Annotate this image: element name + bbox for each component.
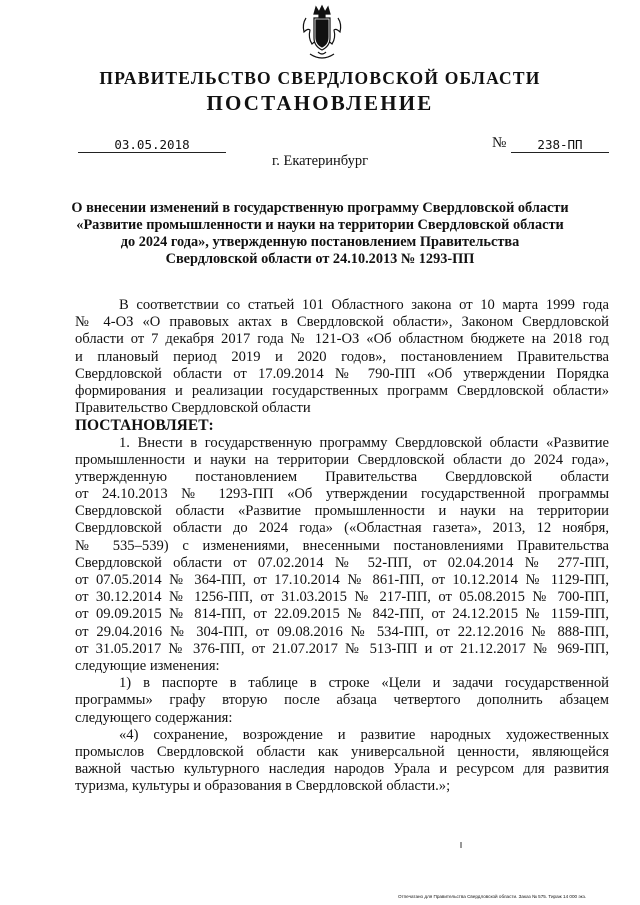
item1-line: от 07.05.2014 № 364-ПП, от 17.10.2014 № 861-ПП, от 10.12.2014 № 1129-ПП, xyxy=(75,572,609,588)
document-title xyxy=(60,200,580,268)
item1-line: следующие изменения: xyxy=(75,657,220,674)
document-type: ПОСТАНОВЛЕНИЕ xyxy=(206,91,434,115)
preamble-line: и плановый период 2019 и 2020 годов», постановлением Правительства xyxy=(75,348,609,365)
preamble-line: Свердловской области от 17.09.2014 № 790-ПП «Об утверждении Порядка xyxy=(75,365,609,382)
item1-line: промышленности и науки на территории Свердловской области до 2024 года», xyxy=(75,451,609,468)
preamble-line: Правительство Свердловской области xyxy=(75,400,311,417)
title-line: до 2024 года», утвержденную постановлением Правительства xyxy=(120,234,520,250)
document-body xyxy=(75,297,609,795)
title-line: О внесении изменений в государственную программу Свердловской области xyxy=(71,200,569,216)
title-line: «Развитие промышленности и науки на территории Свердловской области xyxy=(76,217,564,233)
coat-of-arms-emblem xyxy=(300,4,344,62)
government-name: ПРАВИТЕЛЬСТВО СВЕРДЛОВСКОЙ ОБЛАСТИ xyxy=(99,68,541,88)
item1-line: Свердловской области «Развитие промышленности и науки на территории xyxy=(75,503,609,520)
decree-number: 238-ПП xyxy=(511,138,609,153)
number-label: № xyxy=(492,135,507,151)
quote-line: «4) сохранение, возрождение и развитие народных художественных xyxy=(119,726,609,743)
item1-line: от 29.04.2016 № 304-ПП, от 09.08.2016 № 534-ПП, от 22.12.2016 № 888-ПП, xyxy=(75,623,609,640)
subitem1-line: 1) в паспорте в таблице в строке «Цели и задачи государственной xyxy=(119,675,609,692)
title-line: Свердловской области от 24.10.2013 № 1293-ПП xyxy=(165,251,475,267)
preamble-line: формирования и реализации государственных программ Свердловской области» xyxy=(75,382,609,399)
preamble-line: области от 7 декабря 2017 года № 121-ОЗ «Об областном бюджете на 2018 год xyxy=(75,331,609,348)
item1-line: от 31.05.2017 № 376-ПП, от 21.07.2017 № 513-ПП и от 21.12.2017 № 969-ПП, xyxy=(75,640,609,657)
item1-line: Свердловской области от 07.02.2014 № 52-ПП, от 02.04.2014 № 277-ПП, xyxy=(75,554,609,571)
item1-line: утвержденную постановлением Правительства Свердловской области xyxy=(75,468,609,485)
item1-line: от 30.12.2014 № 1256-ПП, от 31.03.2015 № 217-ПП, от 05.08.2015 № 700-ПП, xyxy=(75,589,609,606)
quote-line: промыслов Свердловской области как универсальной ценности, являющейся xyxy=(75,743,609,760)
quote-line: важной частью культурного наследия народов Урала и ресурсом для развития xyxy=(75,761,609,778)
item1-line: 1. Внести в государственную программу Свердловской области «Развитие xyxy=(119,434,609,451)
preamble-line: В соответствии со статьей 101 Областного закона от 10 марта 1999 года xyxy=(119,297,609,313)
item1-line: от 24.10.2013 № 1293-ПП «Об утверждении государственной программы xyxy=(75,486,609,503)
print-footer: Отпечатано для Правительства Свердловской области. Заказ № 575. Тираж 14 000 экз. xyxy=(398,894,587,899)
subitem1-line: программы» графу вторую после абзаца четвертого дополнить абзацем xyxy=(75,692,609,709)
page-mark-icon xyxy=(458,842,464,850)
item1-line: Свердловской области до 2024 года» («Областная газета», 2013, 12 ноября, xyxy=(75,520,609,537)
city: г. Екатеринбург xyxy=(271,153,369,169)
resolves-heading: ПОСТАНОВЛЯЕТ: xyxy=(75,417,214,435)
preamble-line: № 4-ОЗ «О правовых актах в Свердловской области», Законом Свердловской xyxy=(75,314,609,331)
decree-date: 03.05.2018 xyxy=(78,138,226,153)
item1-line: от 09.09.2015 № 814-ПП, от 22.09.2015 № 842-ПП, от 24.12.2015 № 1159-ПП, xyxy=(75,606,609,623)
item1-line: № 535–539) с изменениями, внесенными постановлениями Правительства xyxy=(75,537,609,554)
subitem1-line: следующего содержания: xyxy=(75,709,233,726)
quote-line: туризма, культуры и образования в Свердловской области.»; xyxy=(75,778,451,795)
